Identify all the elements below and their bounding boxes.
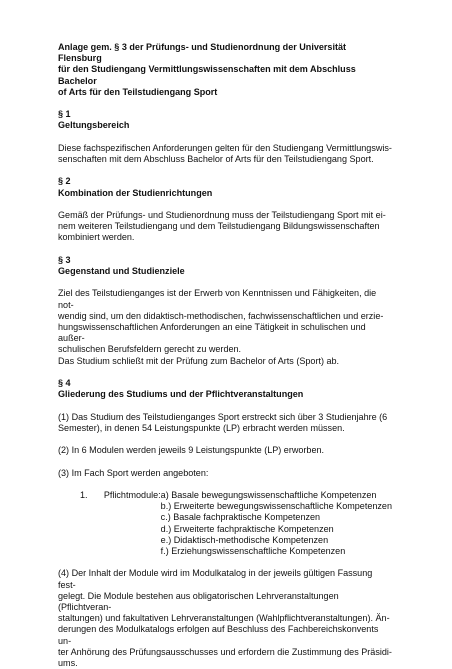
text-line: derungen des Modulkatalogs erfolgen auf Beschluss des Fachbereichskonvents un-: [58, 624, 379, 646]
text-line: nem weiteren Teilstudiengang und dem Teilstudiengang Bildungswissenschaften: [58, 221, 380, 232]
text-line: hungswissenschaftlichen Anforderungen an eine Tätigkeit in schulischen und außer-: [58, 321, 366, 344]
text-line: Ziel des Teilstudienganges ist der Erwerb von Kenntnissen und Fähigkeiten, die not-: [58, 288, 377, 310]
list-label: Pflichtmodule:: [103, 489, 161, 500]
list-item: c.) Basale fachpraktische Kompetenzen: [160, 512, 321, 523]
section-1-heading: [58, 109, 392, 131]
section-number: § 1: [58, 109, 71, 120]
list-item: e.) Didaktisch-methodische Kompetenzen: [160, 534, 329, 545]
text-line: (4) Der Inhalt der Module wird im Modulkatalog in der jeweils gültigen Fassung fest-: [58, 568, 373, 590]
list-item: f.) Erziehungswissenschaftliche Kompetenzen: [160, 545, 346, 556]
list-number: 1.: [80, 489, 88, 500]
section-number: § 2: [58, 176, 71, 187]
title-line: of Arts für den Teilstudiengang Sport: [58, 86, 218, 97]
text-line: (1) Das Studium des Teilstudienganges Sport erstreckt sich über 3 Studienjahre (6: [58, 411, 388, 422]
text-line: kombiniert werden.: [58, 232, 135, 243]
section-title: Gliederung des Studiums und der Pflichtveranstaltungen: [58, 389, 304, 400]
section-4-paragraph-1: [58, 412, 392, 434]
list-item: a) Basale bewegungswissenschaftliche Kompetenzen: [160, 489, 377, 500]
list-item: d.) Erweiterte fachpraktische Kompetenzen: [160, 523, 334, 534]
text-line: ums.: [58, 657, 78, 668]
section-number: § 3: [58, 254, 71, 265]
section-4-paragraph-4: [58, 568, 392, 669]
section-4-paragraph-2: (2) In 6 Modulen werden jeweils 9 Leistungspunkte (LP) erworben.: [58, 445, 325, 456]
text-line: staltungen) und fakultativen Lehrveranstaltungen (Wahlpflichtveranstaltungen). Än-: [58, 613, 390, 624]
text-line: senschaften mit dem Abschluss Bachelor of Arts für den Teilstudiengang Sport.: [58, 154, 374, 164]
document-title: [58, 42, 392, 98]
text-line: Diese fachspezifischen Anforderungen gelten für den Studiengang Vermittlungswis-: [58, 142, 392, 153]
module-items: [161, 490, 392, 557]
text-line: gelegt. Die Module bestehen aus obligatorischen Lehrveranstaltungen (Pflichtveran-: [58, 590, 339, 612]
title-line: für den Studiengang Vermittlungswissenschaften mit dem Abschluss Bachelor: [58, 64, 356, 86]
section-3-paragraph: [58, 288, 392, 366]
section-number: § 4: [58, 377, 71, 388]
section-2-heading: [58, 176, 392, 198]
section-3-heading: [58, 255, 392, 277]
section-4-heading: [58, 378, 392, 400]
section-title: Geltungsbereich: [58, 120, 130, 131]
text-line: schulischen Berufsfeldern gerecht zu werden.: [58, 344, 242, 355]
section-title: Gegenstand und Studienziele: [58, 265, 185, 276]
text-line: ter Anhörung des Prüfungsausschusses und erfordern die Zustimmung des Präsidi-: [58, 646, 392, 657]
title-line: Anlage gem. § 3 der Prüfungs- und Studienordnung der Universität Flensburg: [58, 42, 347, 64]
text-line: Gemäß der Prüfungs- und Studienordnung muss der Teilstudiengang Sport mit ei-: [58, 209, 386, 220]
section-2-paragraph: [58, 210, 392, 244]
text-line: Das Studium schließt mit der Prüfung zum Bachelor of Arts (Sport) ab.: [58, 355, 340, 366]
text-line: wendig sind, um den didaktisch-methodischen, fachwissenschaftlichen und erzie-: [58, 310, 384, 321]
list-item: b.) Erweiterte bewegungswissenschaftliche Kompetenzen: [160, 501, 392, 512]
module-list: [58, 490, 392, 557]
section-1-paragraph: [58, 143, 392, 165]
section-title: Kombination der Studienrichtungen: [58, 187, 213, 198]
section-4-paragraph-3: (3) Im Fach Sport werden angeboten:: [58, 467, 209, 478]
text-line: Semester), in denen 54 Leistungspunkte (LP) erbracht werden müssen.: [58, 422, 345, 433]
